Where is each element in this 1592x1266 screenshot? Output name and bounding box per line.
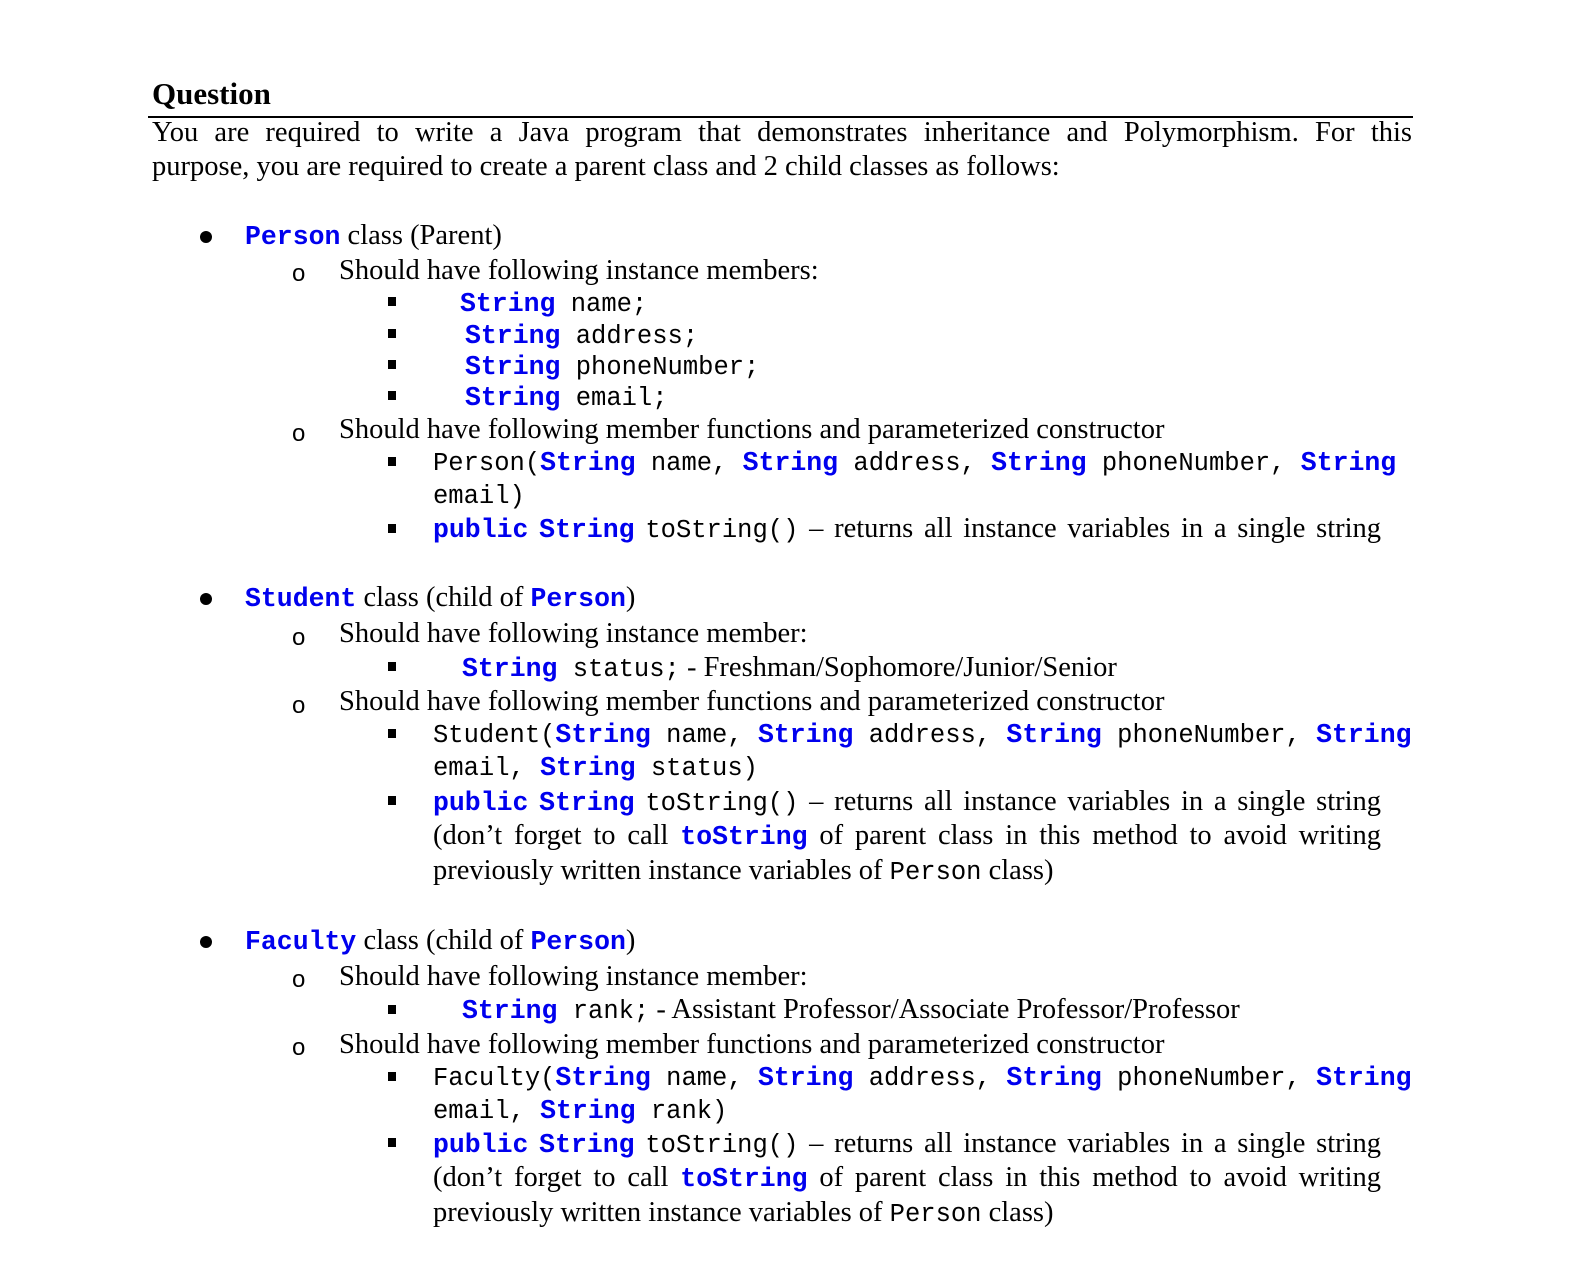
faculty-constructor [433, 1060, 1412, 1096]
question-heading: Question [152, 76, 271, 111]
ctor-status: status) [635, 754, 758, 783]
faculty-field-rank [462, 993, 1240, 1029]
note-line2-post: class) [981, 855, 1054, 886]
note-pre: (don’t forget to call [433, 820, 681, 851]
ctor-open: Student( [433, 721, 556, 750]
intro-line-2: purpose, you are required to create a parent class and 2 child classes as follows: [152, 151, 1060, 182]
faculty-parent-name: Person [530, 927, 626, 957]
param-name: name, [650, 721, 758, 750]
square-bullet-icon [388, 1138, 396, 1147]
square-bullet-icon [388, 1072, 396, 1081]
tostring-method: toString() [645, 789, 799, 818]
string-keyword: String [1300, 448, 1397, 478]
tostring-method: toString() [645, 516, 799, 545]
square-bullet-icon [388, 329, 396, 338]
status-note: - Freshman/Sophomore/Junior/Senior [679, 652, 1117, 683]
string-keyword: String [1316, 1063, 1412, 1093]
public-keyword: public [433, 1130, 529, 1160]
intro-line-1: You are required to write a Java program that demonstrates inheritance and Polymorphism. For this [152, 117, 1412, 148]
faculty-members-label: Should have following instance member: [339, 961, 808, 992]
string-keyword: String [465, 352, 561, 382]
sub-bullet-icon: o [292, 420, 306, 447]
note-person: Person [889, 1200, 982, 1229]
person-constructor-line2 [433, 478, 525, 514]
string-keyword: String [540, 448, 636, 478]
person-functions-label: Should have following member functions and parameterized constructor [339, 414, 1165, 445]
field-email: email; [560, 384, 668, 413]
note-person: Person [889, 858, 982, 887]
ctor-email: email, [433, 754, 541, 783]
note-post: of parent class in this method to avoid writing [807, 820, 1381, 851]
faculty-tostring [433, 1127, 1381, 1163]
person-class-label: class (Parent) [340, 220, 502, 251]
square-bullet-icon [388, 457, 396, 466]
sub-bullet-icon: o [292, 260, 306, 287]
student-tostring-note [433, 819, 1381, 854]
rank-note: - Assistant Professor/Associate Professor/Professor [649, 994, 1240, 1025]
class-word: class (child of [356, 582, 531, 613]
param-address: address, [853, 721, 1007, 750]
student-field-status [462, 651, 1117, 687]
field-phone: phoneNumber; [560, 353, 760, 382]
bullet-person [200, 231, 212, 243]
string-keyword: String [465, 321, 561, 351]
string-keyword: String [991, 448, 1087, 478]
param-address: address, [838, 449, 992, 478]
field-address: address; [560, 322, 699, 351]
note-tostring-keyword: toString [680, 822, 808, 852]
faculty-class-name: Faculty [245, 927, 357, 957]
sub-bullet-icon: o [292, 692, 306, 719]
square-bullet-icon [388, 524, 396, 533]
field-name: name; [555, 290, 648, 319]
student-tostring [433, 785, 1381, 821]
string-keyword: String [539, 1130, 635, 1160]
tostring-method: toString() [645, 1131, 799, 1160]
person-class-name: Person [245, 222, 341, 252]
string-keyword: String [1006, 720, 1102, 750]
sub-bullet-icon: o [292, 966, 306, 993]
square-bullet-icon [388, 391, 396, 400]
param-phone: phoneNumber, [1101, 721, 1317, 750]
square-bullet-icon [388, 729, 396, 738]
dash: – [798, 513, 835, 544]
note-line2-pre: previously written instance variables of [433, 1197, 890, 1228]
note-tostring-keyword: toString [680, 1164, 808, 1194]
string-keyword: String [540, 1096, 636, 1126]
param-address: address, [853, 1064, 1007, 1093]
close-paren: ) [625, 925, 636, 956]
student-parent-name: Person [530, 584, 626, 614]
ctor-email: email, [433, 1097, 541, 1126]
tostring-desc: returns all instance variables in a single string [834, 1128, 1382, 1159]
string-keyword: String [462, 996, 558, 1026]
dash: – [798, 786, 835, 817]
square-bullet-icon [388, 297, 396, 306]
field-rank: rank; [557, 997, 650, 1026]
public-keyword: public [433, 788, 529, 818]
person-field-email [465, 380, 668, 416]
bullet-student [200, 593, 212, 605]
ctor-open: Faculty( [433, 1064, 556, 1093]
person-field-name [460, 286, 647, 322]
person-class-heading [245, 219, 502, 254]
string-keyword: String [757, 1063, 854, 1093]
string-keyword: String [555, 720, 651, 750]
string-keyword: String [742, 448, 839, 478]
tostring-desc: returns all instance variables in a single string [834, 786, 1382, 817]
faculty-tostring-note-line2 [433, 1196, 1054, 1232]
string-keyword: String [757, 720, 854, 750]
square-bullet-icon [388, 796, 396, 805]
ctor-email: email) [433, 482, 525, 511]
person-constructor [433, 445, 1397, 481]
param-name: name, [650, 1064, 758, 1093]
dash: – [798, 1128, 835, 1159]
string-keyword: String [539, 788, 635, 818]
faculty-class-heading [245, 924, 635, 959]
student-constructor [433, 717, 1412, 753]
string-keyword: String [460, 289, 556, 319]
square-bullet-icon [388, 1005, 396, 1014]
student-functions-label: Should have following member functions and parameterized constructor [339, 686, 1165, 717]
string-keyword: String [465, 383, 561, 413]
param-name: name, [635, 449, 743, 478]
string-keyword: String [1006, 1063, 1102, 1093]
param-phone: phoneNumber, [1101, 1064, 1317, 1093]
faculty-tostring-note [433, 1161, 1381, 1196]
string-keyword: String [539, 515, 635, 545]
student-tostring-note-line2 [433, 854, 1054, 890]
sub-bullet-icon: o [292, 1034, 306, 1061]
class-word: class (child of [356, 925, 531, 956]
bullet-faculty [200, 936, 212, 948]
string-keyword: String [1316, 720, 1412, 750]
person-tostring [433, 512, 1381, 548]
ctor-rank: rank) [635, 1097, 728, 1126]
student-members-label: Should have following instance member: [339, 618, 808, 649]
note-pre: (don’t forget to call [433, 1162, 681, 1193]
string-keyword: String [555, 1063, 651, 1093]
public-keyword: public [433, 515, 529, 545]
string-keyword: String [462, 654, 558, 684]
faculty-constructor-line2 [433, 1093, 727, 1129]
tostring-desc: returns all instance variables in a single string [834, 513, 1382, 544]
field-status: status; [557, 655, 680, 684]
person-members-label: Should have following instance members: [339, 255, 819, 286]
student-class-name: Student [245, 584, 357, 614]
square-bullet-icon [388, 662, 396, 671]
note-post: of parent class in this method to avoid writing [807, 1162, 1381, 1193]
student-constructor-line2 [433, 750, 758, 786]
param-phone: phoneNumber, [1086, 449, 1301, 478]
square-bullet-icon [388, 360, 396, 369]
string-keyword: String [540, 753, 636, 783]
close-paren: ) [625, 582, 636, 613]
ctor-open: Person( [433, 449, 541, 478]
sub-bullet-icon: o [292, 624, 306, 651]
student-class-heading [245, 581, 635, 616]
note-line2-post: class) [981, 1197, 1054, 1228]
faculty-functions-label: Should have following member functions and parameterized constructor [339, 1029, 1165, 1060]
note-line2-pre: previously written instance variables of [433, 855, 890, 886]
